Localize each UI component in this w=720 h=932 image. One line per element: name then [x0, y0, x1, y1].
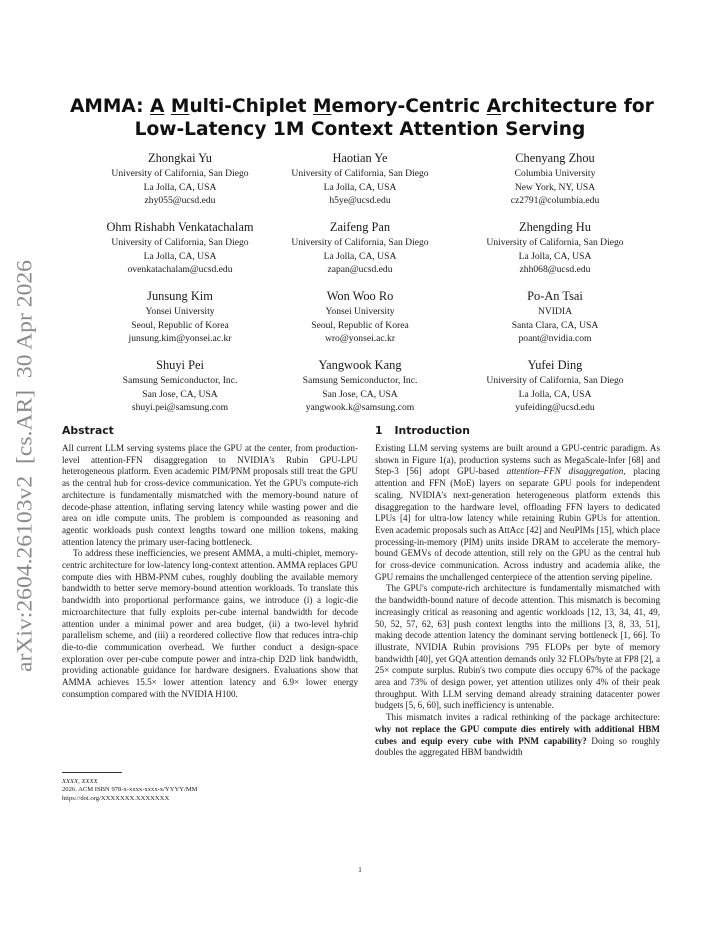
author-email[interactable]: poant@nvidia.com [518, 333, 592, 345]
doi-link[interactable]: https://doi.org/XXXXXXX.XXXXXXX [62, 794, 170, 802]
author-name: Haotian Ye [332, 151, 388, 165]
author-name: Yufei Ding [527, 358, 583, 372]
author-affiliation: Yonsei University [145, 306, 215, 317]
author-affiliation: University of California, San Diego [486, 375, 624, 386]
author-location: La Jolla, CA, USA [323, 250, 397, 262]
author-block [260, 150, 460, 208]
author-affiliation: University of California, San Diego [486, 237, 624, 248]
author-email[interactable]: shuyi.pei@samsung.com [131, 402, 229, 414]
author-email[interactable]: yufeiding@ucsd.edu [515, 402, 595, 414]
author-block [80, 288, 280, 346]
author-location: La Jolla, CA, USA [143, 181, 217, 193]
author-block [260, 288, 460, 346]
author-affiliation: University of California, San Diego [291, 168, 429, 179]
author-email[interactable]: zapan@ucsd.edu [327, 264, 393, 276]
author-name: Junsung Kim [147, 289, 213, 303]
section-number: 1 [375, 424, 383, 437]
author-location: Seoul, Republic of Korea [311, 319, 409, 331]
author-name: Chenyang Zhou [515, 151, 595, 165]
author-name: Zaifeng Pan [329, 220, 391, 234]
author-block [455, 357, 655, 415]
author-name: Po-An Tsai [527, 289, 583, 303]
author-affiliation: Columbia University [514, 168, 596, 179]
arxiv-identifier [4, 258, 44, 672]
section-title: Introduction [394, 424, 470, 437]
venue-line: XXXX, XXXX [62, 778, 98, 785]
author-location: La Jolla, CA, USA [323, 181, 397, 193]
author-block [455, 150, 655, 208]
author-affiliation: Samsung Semiconductor, Inc. [302, 375, 418, 386]
author-affiliation: Yonsei University [325, 306, 395, 317]
intro-p3-text-b: Doing so roughly doubles the aggregated HBM bandwidth [375, 735, 660, 758]
intro-p1-text-a: Existing LLM serving systems are built around a GPU-centric paradigm. As shown in Figure 1(a), production systems such as MegaScale-Infer [68] and Step-3 [56] adopt GPU-based [375, 443, 660, 477]
author-location: La Jolla, CA, USA [518, 388, 592, 400]
author-block [455, 288, 655, 346]
footnote-rule [62, 772, 122, 773]
author-affiliation: University of California, San Diego [291, 237, 429, 248]
author-name: Yangwook Kang [318, 358, 402, 372]
title-line-1: AMMA: A Multi-Chiplet Memory-Centric Architecture for [70, 96, 654, 117]
paper-title [70, 95, 654, 141]
author-email[interactable]: yangwook.k@samsung.com [305, 402, 415, 414]
author-email[interactable]: h5ye@ucsd.edu [329, 195, 391, 207]
intro-paragraph-1 [375, 443, 660, 583]
author-email[interactable]: cz2791@columbia.edu [510, 195, 600, 207]
author-name: Zhengding Hu [519, 220, 591, 234]
author-email[interactable]: wro@yonsei.ac.kr [324, 333, 396, 345]
author-location: La Jolla, CA, USA [518, 250, 592, 262]
author-email[interactable]: zhh068@ucsd.edu [519, 264, 591, 276]
author-name: Ohm Rishabh Venkatachalam [106, 220, 254, 234]
author-location: New York, NY, USA [514, 181, 596, 193]
author-affiliation: Samsung Semiconductor, Inc. [122, 375, 238, 386]
intro-p1-emphasis: attention–FFN disaggregation [506, 466, 624, 477]
author-location: Santa Clara, CA, USA [511, 319, 599, 331]
author-email[interactable]: zhy055@ucsd.edu [144, 195, 216, 207]
abstract-heading: Abstract [62, 424, 114, 437]
acm-reference-footnote [62, 772, 358, 803]
author-block [80, 150, 280, 208]
author-block [80, 219, 280, 277]
author-email[interactable]: junsung.kim@yonsei.ac.kr [128, 333, 232, 345]
author-block [260, 219, 460, 277]
author-name: Shuyi Pei [156, 358, 204, 372]
author-email[interactable]: ovenkatachalam@ucsd.edu [127, 264, 233, 276]
author-name: Won Woo Ro [326, 289, 394, 303]
author-location: La Jolla, CA, USA [143, 250, 217, 262]
author-block [80, 357, 280, 415]
author-affiliation: University of California, San Diego [111, 237, 249, 248]
intro-p3-text-a: This mismatch invites a radical rethinking of the package architecture: [386, 712, 660, 723]
intro-p1-text-b: , placing attention and FFN (MoE) layers on separate GPU pools for independent scaling. NVIDIA's next-generation heterogeneous platform extends this disaggregation to the hardware level, offloading FFN layers to dedicated LPUs [4] for ultra-low latency while retaining Rubin GPUs for attention. Even academic proposals such as AttAcc [42] and NeuPIMs [15], which place processing-in-memory (PIM) units inside DRAM to accelerate the memory-bound GEMVs of decode attention, still rely on the GPU as the central hub for cross-device communication. Across industry and academia alike, the GPU remains the unchallenged centerpiece of the attention serving pipeline. [375, 466, 660, 582]
intro-paragraph-2: The GPU's compute-rich architecture is fundamentally mismatched with the bandwidth-bound nature of decode attention. This mismatch is becoming increasingly critical as reasoning and agentic workloads [12, 13, 34, 41, 49, 50, 52, 57, 62, 63] push context lengths into the millions [3, 8, 33, 51], making decode attention latency the dominant serving bottleneck [1, 66]. To illustrate, NVIDIA Rubin provisions 795 FLOPs per byte of memory bandwidth [40], yet GQA attention demands only 32 FLOPs/byte at FP8 [2], a 25× compute surplus. Rubin's two compute dies occupy 67% of the package area and 73% of design power, yet attention utilizes only 4% of their peak throughput. With LLM serving demand already straining datacenter power budgets [5, 6, 60], such inefficiency is untenable. [375, 583, 660, 711]
arxiv-id-text: arXiv:2604.26103v2 [cs.AR] 30 Apr 2026 [11, 279, 37, 672]
title-line-2: Low-Latency 1M Context Attention Serving [134, 119, 586, 140]
introduction-heading [375, 424, 660, 438]
page-number: 1 [358, 865, 362, 874]
author-block [455, 219, 655, 277]
author-affiliation: NVIDIA [537, 306, 573, 317]
author-location: San Jose, CA, USA [142, 388, 218, 400]
author-affiliation: University of California, San Diego [111, 168, 249, 179]
intro-p3-bold: why not replace the GPU compute dies entirely with additional HBM cubes and equip every cube with PNM capability? [375, 723, 660, 746]
author-location: Seoul, Republic of Korea [131, 319, 229, 331]
isbn-line: 2026. ACM ISBN 978-x-xxxx-xxxx-x/YYYY/MM [62, 786, 198, 794]
abstract-paragraph-1: All current LLM serving systems place the GPU at the center, from production-level attention-FFN disaggregation to NVIDIA's Rubin GPU-LPU heterogeneous platform. Even academic PIM/PNM proposals still treat the GPU as the central hub for cross-device communication. Yet the GPU's compute-rich architecture is fundamentally mismatched with the memory-bound nature of decode-phase attention, inflating serving latency while wasting power and die area on idle compute units. The problem is compounded as reasoning and agentic workloads push context lengths toward one million tokens, making attention latency the primary user-facing bottleneck. [62, 443, 358, 547]
introduction-section [375, 424, 660, 759]
intro-paragraph-3 [375, 712, 660, 759]
author-name: Zhongkai Yu [148, 151, 212, 165]
author-block [260, 357, 460, 415]
abstract-paragraph-2: To address these inefficiencies, we present AMMA, a multi-chiplet, memory-centric architecture for low-latency long-context attention. AMMA replaces GPU compute dies with HBM-PNM cubes, roughly doubling the available memory bandwidth to better serve memory-bound attention workloads. To translate this bandwidth into proportional performance gains, we introduce (i) a logic-die microarchitecture that fully exploits per-cube internal bandwidth for decode attention under a minimal power and area budget, (ii) a two-level hybrid parallelism scheme, and (iii) a reordered collective flow that reduces intra-chip die-to-die communication overhead. We further conduct a design-space exploration over per-cube compute power and intra-chip D2D link bandwidth, providing actionable guidance for hardware designers. Evaluations show that AMMA achieves 15.5× lower attention latency and 6.9× lower energy consumption compared with the NVIDIA H100. [62, 548, 358, 699]
author-location: San Jose, CA, USA [322, 388, 398, 400]
abstract-section [62, 424, 358, 700]
